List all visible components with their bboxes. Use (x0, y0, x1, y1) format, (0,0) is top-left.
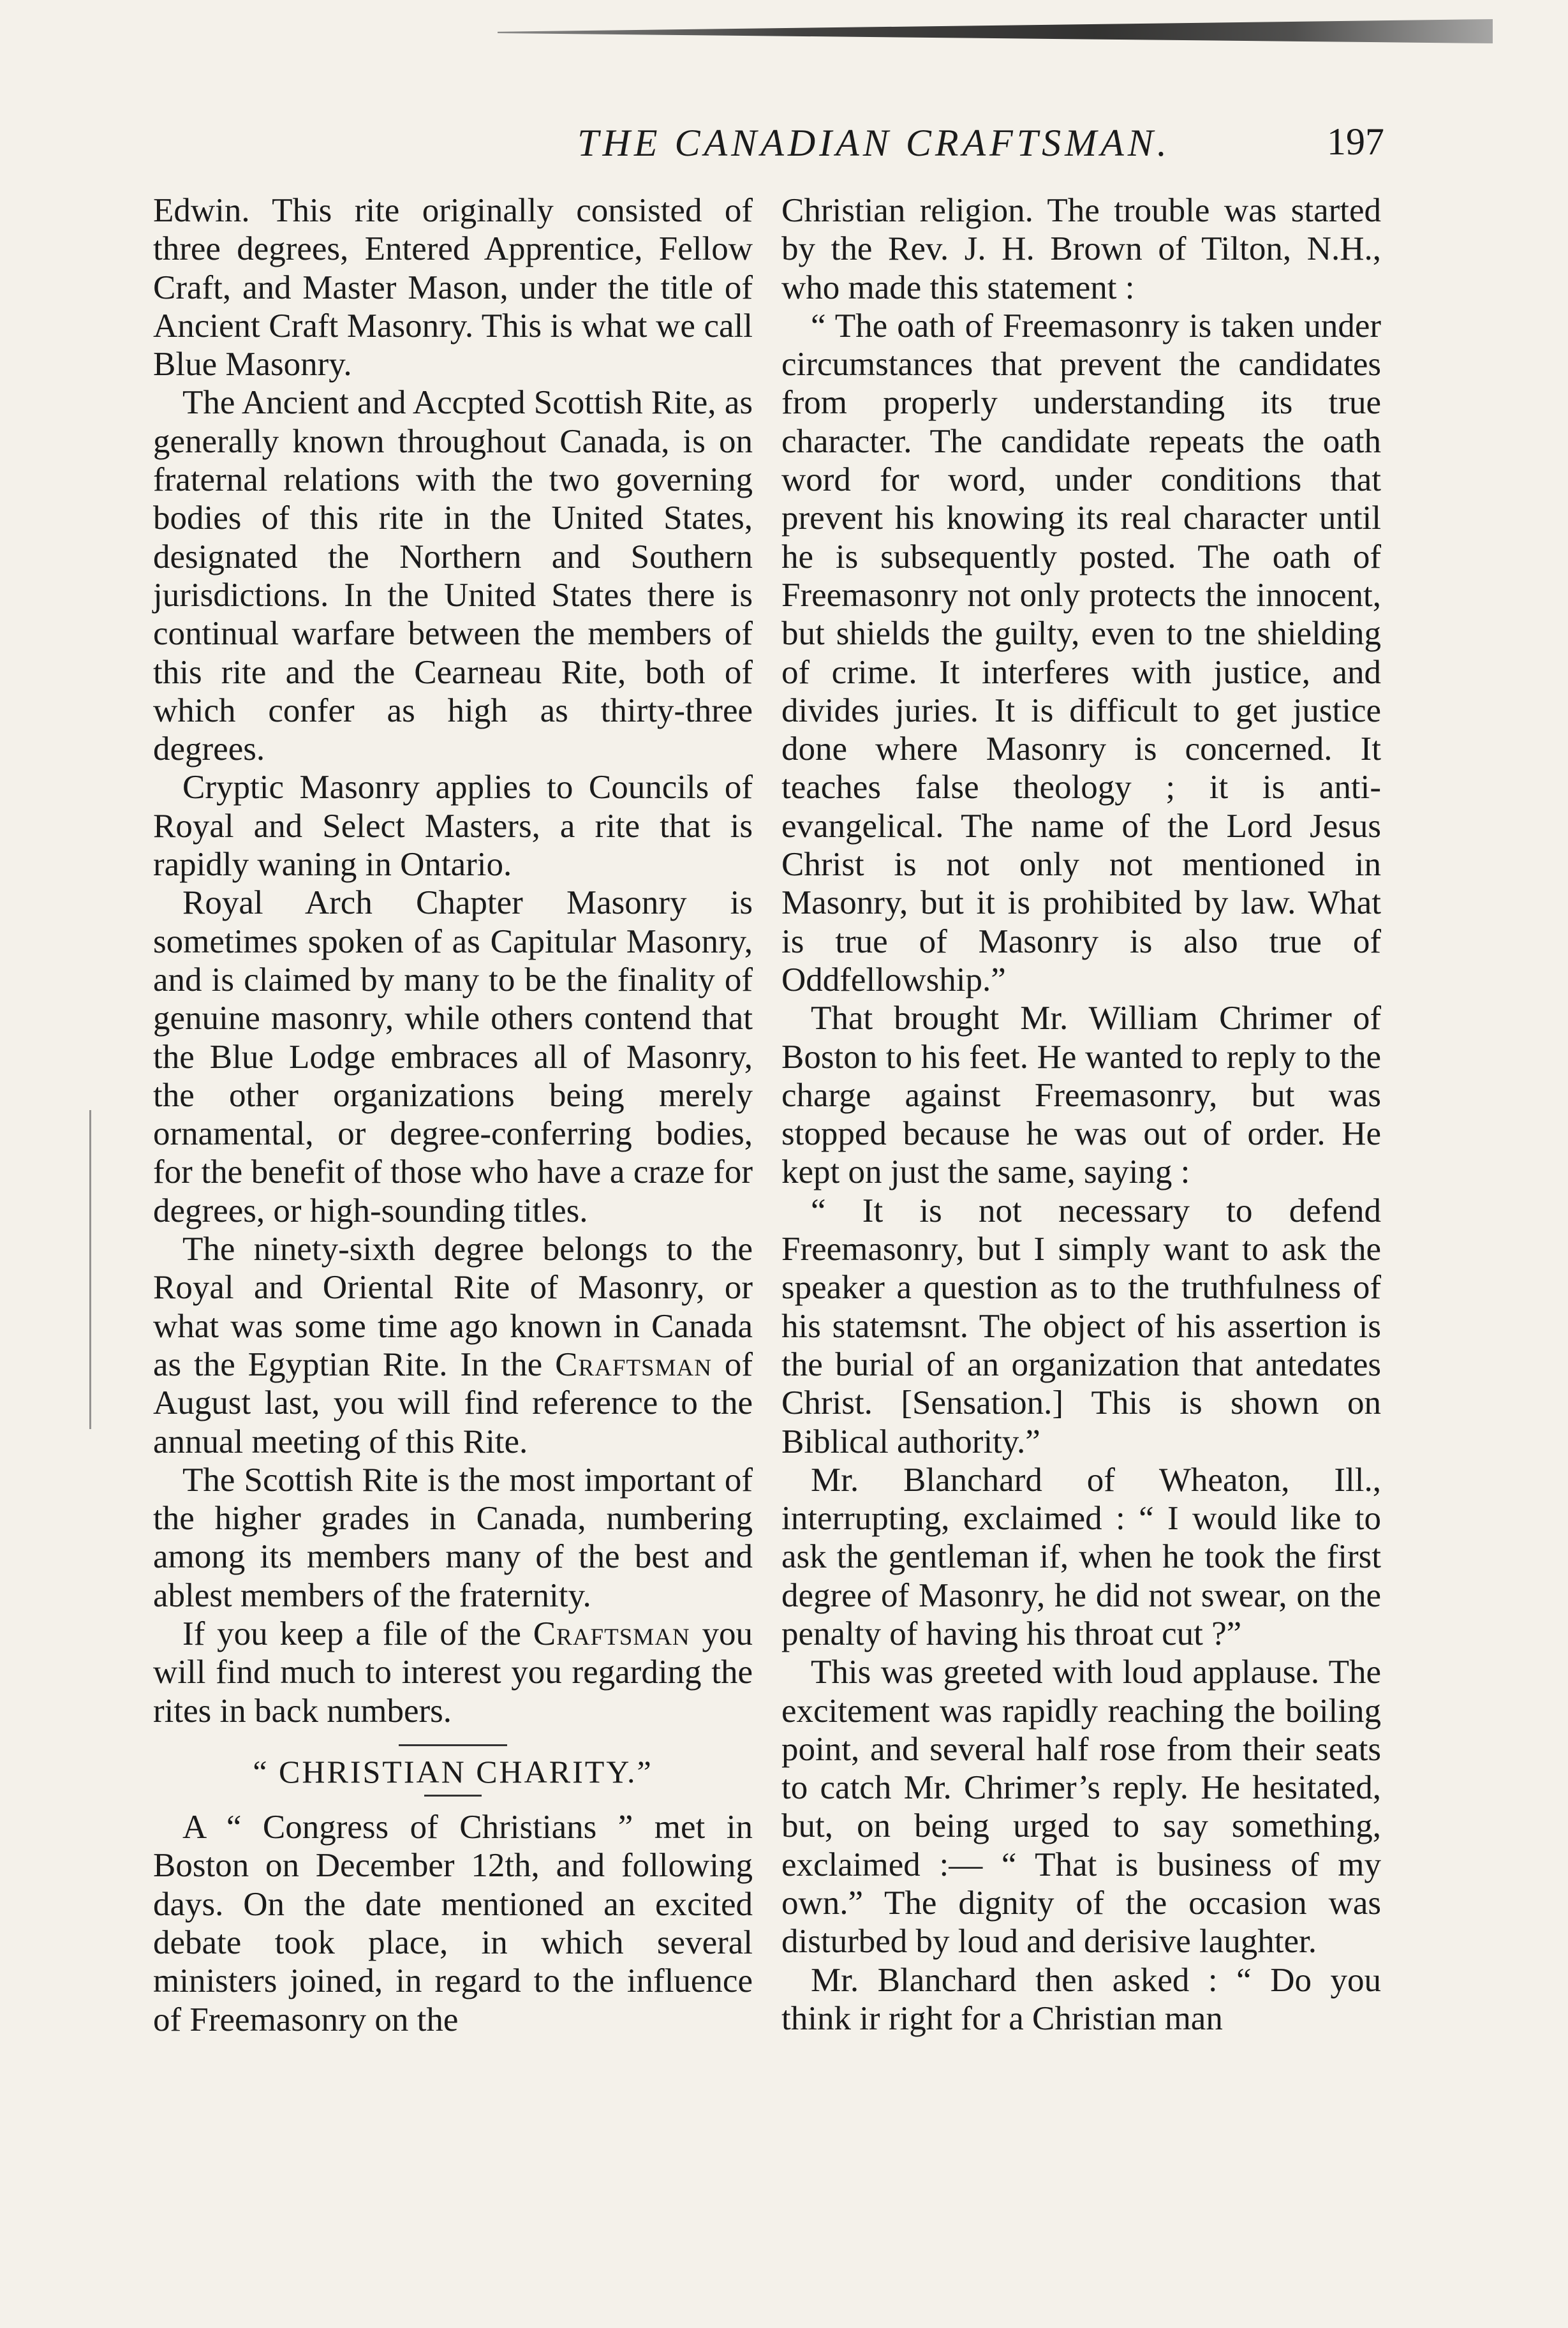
margin-mark (89, 1110, 91, 1429)
paragraph: “ It is not necessary to defend Freemasonry, but I simply want to ask the speaker a question as to the truthfulness of his statemsnt. The object of his assertion is the burial of an organization that antedates Christ. [Sensation.] This is shown on Biblical authority.” (781, 1192, 1381, 1460)
publication-name: Craftsman (555, 1346, 712, 1383)
paragraph: Mr. Blanchard of Wheaton, Ill., interrupting, exclaimed : “ I would like to ask the gentleman if, when he took the first degree of Masonry, he did not swear, on the penalty of having his throat cut ?” (781, 1461, 1381, 1652)
text-run: of August last, you will find reference to the annual meeting of this Rite. (153, 1346, 753, 1460)
text-run: The ninety-sixth degree belongs to the Royal and Oriental Rite of Masonry, or what was some time ago known in Canada as the Egyptian Rite. In the (153, 1231, 753, 1383)
paragraph: Mr. Blanchard then asked : “ Do you think ir right for a Christian man (781, 1961, 1381, 2037)
paragraph: The Ancient and Accpted Scottish Rite, as generally known throughout Canada, is on fraternal relations with the two governing bodies of this rite in the United States, designated the Northern and Southern jurisdictions. In the United States there is continual warfare between the members of this rite and the Cearneau Rite, both of which confer as high as thirty-three degrees. (153, 384, 753, 768)
text-run: you will find much to interest you regarding the rites in back numbers. (153, 1615, 753, 1730)
left-column (153, 191, 753, 2039)
paragraph: “ The oath of Freemasonry is taken under circumstances that prevent the candidates from properly understanding its true character. The candidate repeats the oath word for word, under conditions that prevent his knowing its real character until he is subsequently posted. The oath of Freemasonry not only protects the innocent, but shields the guilty, even to tne shielding of crime. It interferes with justice, and divides juries. It is difficult to get justice done where Masonry is concerned. It teaches false theology ; it is anti-evangelical. The name of the Lord Jesus Christ is not only not mentioned in Masonry, but it is prohibited by law. What is true of Masonry is also true of Oddfellowship.” (781, 307, 1381, 998)
page-number: 197 (1327, 121, 1384, 163)
paragraph: This was greeted with loud applause. The excitement was rapidly reaching the boiling point, and several half rose from their seats to catch Mr. Chrimer’s reply. He hesitated, but, on being urged to say something, exclaimed :— “ That is business of my own.” The dignity of the occasion was disturbed by loud and derisive laughter. (781, 1654, 1381, 1961)
paragraph (153, 1230, 753, 1461)
paragraph: Christian religion. The trouble was started by the Rev. J. H. Brown of Tilton, N.H., who made this statement : (781, 192, 1381, 306)
paragraph: The Scottish Rite is the most important of the higher grades in Canada, numbering among its members many of the best and ablest members of the fraternity. (153, 1461, 753, 1614)
heading-underline (424, 1795, 482, 1797)
paragraph: That brought Mr. William Chrimer of Boston to his feet. He wanted to reply to the charge against Freemasonry, but was stopped because he was out of order. He kept on just the same, saying : (781, 1000, 1381, 1191)
paragraph: Royal Arch Chapter Masonry is sometimes spoken of as Capitular Masonry, and is claimed by many to be the finality of genuine masonry, while others contend that the Blue Lodge embraces all of Masonry, the other organizations being merely ornamental, or degree-conferring bodies, for the benefit of those who have a craze for degrees, or high-sounding titles. (153, 884, 753, 1229)
right-column (781, 191, 1381, 2038)
paragraph: Cryptic Masonry applies to Councils of Royal and Select Masters, a rite that is rapidly waning in Ontario. (153, 769, 753, 884)
section-divider (399, 1744, 507, 1746)
header-rule (498, 19, 1493, 43)
running-title: THE CANADIAN CRAFTSMAN. (577, 122, 1171, 164)
section-heading: “ CHRISTIAN CHARITY.” (253, 1753, 653, 1790)
publication-name: Craftsman (533, 1615, 690, 1652)
paragraph (153, 1615, 753, 1730)
paragraph: Edwin. This rite originally consisted of three degrees, Entered Apprentice, Fellow Craft, and Master Mason, under the title of Ancient Craft Masonry. This is what we call Blue Masonry. (153, 192, 753, 383)
text-run: If you keep a file of the (182, 1615, 521, 1652)
paragraph: A “ Congress of Christians ” met in Boston on December 12th, and following days. On the date mentioned an excited debate took place, in which several ministers joined, in regard to the influence of Freemasonry on the (153, 1809, 753, 2038)
